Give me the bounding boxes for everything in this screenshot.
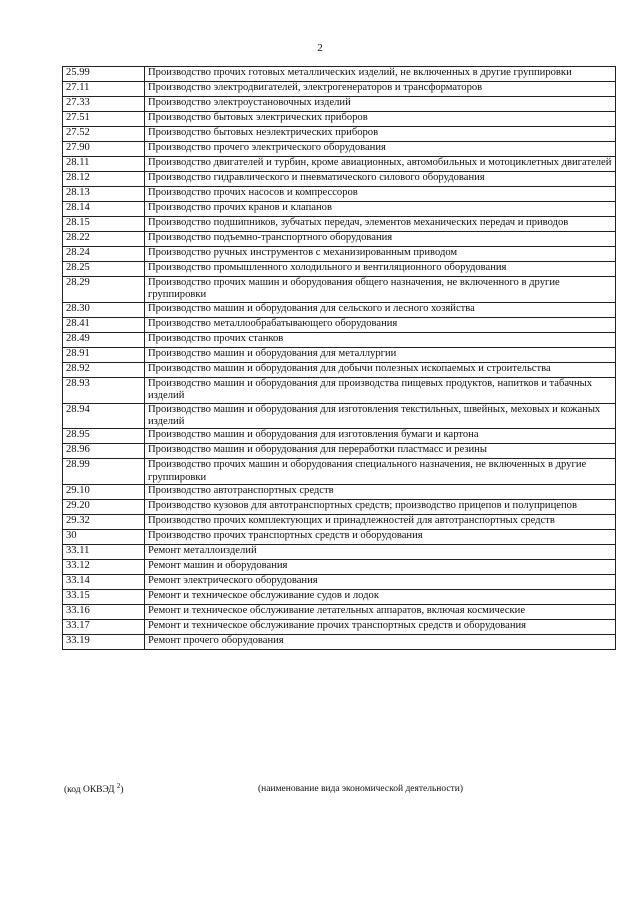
activity-name: Производство прочего электрического оборудования: [145, 142, 616, 157]
okved-code: 25.99: [63, 67, 145, 82]
okved-code: 28.24: [63, 247, 145, 262]
okved-code: 28.99: [63, 459, 145, 485]
okved-code: 28.11: [63, 157, 145, 172]
table-row: [63, 187, 616, 202]
okved-code: 33.17: [63, 620, 145, 635]
okved-code: 27.52: [63, 127, 145, 142]
activity-name: Производство металлообрабатывающего оборудования: [145, 317, 616, 332]
code-caption-end: ): [120, 785, 124, 796]
activity-name: Ремонт и техническое обслуживание прочих транспортных средств и оборудования: [145, 620, 616, 635]
okved-code: 33.16: [63, 605, 145, 620]
table-row: [63, 82, 616, 97]
table-row: [63, 127, 616, 142]
activity-name: Производство промышленного холодильного и вентиляционного оборудования: [145, 262, 616, 277]
table-row: [63, 605, 616, 620]
activity-name: Производство подшипников, зубчатых передач, элементов механических передач и приводов: [145, 217, 616, 232]
table-row: [63, 515, 616, 530]
okved-code: 33.19: [63, 635, 145, 650]
table-row: [63, 232, 616, 247]
activity-name: Производство прочих транспортных средств и оборудования: [145, 530, 616, 545]
okved-code: 28.41: [63, 317, 145, 332]
table-row: [63, 202, 616, 217]
table-row: [63, 530, 616, 545]
name-column-caption: (наименование вида экономической деятельности): [258, 784, 463, 794]
okved-code: 30: [63, 530, 145, 545]
code-caption-text: (код ОКВЭД: [64, 785, 115, 796]
table-row: [63, 545, 616, 560]
okved-table: [62, 66, 616, 650]
table-row: [63, 560, 616, 575]
okved-code: 28.94: [63, 403, 145, 429]
okved-code: 33.11: [63, 545, 145, 560]
table-row: [63, 157, 616, 172]
activity-name: Производство прочих машин и оборудования специального назначения, не включенных в другие группировки: [145, 459, 616, 485]
activity-name: Производство электроустановочных изделий: [145, 97, 616, 112]
okved-code: 28.30: [63, 302, 145, 317]
table-row: [63, 302, 616, 317]
activity-name: Производство машин и оборудования для производства пищевых продуктов, напитков и табачных изделий: [145, 377, 616, 403]
table-row: [63, 459, 616, 485]
table-row: [63, 500, 616, 515]
okved-code: 28.91: [63, 347, 145, 362]
table-row: [63, 277, 616, 303]
okved-code: 27.51: [63, 112, 145, 127]
activity-name: Производство машин и оборудования для переработки пластмасс и резины: [145, 444, 616, 459]
okved-code: 27.90: [63, 142, 145, 157]
okved-code: 28.22: [63, 232, 145, 247]
activity-name: Производство двигателей и турбин, кроме авиационных, автомобильных и мотоциклетных двигателей: [145, 157, 616, 172]
activity-name: Ремонт электрического оборудования: [145, 575, 616, 590]
table-row: [63, 485, 616, 500]
table-row: [63, 332, 616, 347]
okved-code: 33.14: [63, 575, 145, 590]
activity-name: Производство прочих комплектующих и принадлежностей для автотранспортных средств: [145, 515, 616, 530]
activity-name: Производство гидравлического и пневматического силового оборудования: [145, 172, 616, 187]
okved-code: 29.32: [63, 515, 145, 530]
okved-code: 28.93: [63, 377, 145, 403]
okved-code: 28.95: [63, 429, 145, 444]
activity-name: Производство машин и оборудования для металлургии: [145, 347, 616, 362]
table-row: [63, 590, 616, 605]
activity-name: Ремонт и техническое обслуживание судов и лодок: [145, 590, 616, 605]
okved-code: 33.15: [63, 590, 145, 605]
activity-name: Производство электродвигателей, электрогенераторов и трансформаторов: [145, 82, 616, 97]
footnote-mark: 2: [116, 782, 121, 790]
table-row: [63, 112, 616, 127]
okved-code: 28.12: [63, 172, 145, 187]
activity-name: Производство подъемно-транспортного оборудования: [145, 232, 616, 247]
activity-name: Производство прочих насосов и компрессоров: [145, 187, 616, 202]
table-row: [63, 575, 616, 590]
activity-name: Производство прочих станков: [145, 332, 616, 347]
okved-code: 28.49: [63, 332, 145, 347]
table-row: [63, 142, 616, 157]
table-row: [63, 635, 616, 650]
activity-name: Производство прочих кранов и клапанов: [145, 202, 616, 217]
okved-code: 28.13: [63, 187, 145, 202]
activity-name: Производство ручных инструментов с механизированным приводом: [145, 247, 616, 262]
code-column-caption: [64, 782, 124, 795]
table-row: [63, 172, 616, 187]
okved-code: 28.14: [63, 202, 145, 217]
activity-name: Ремонт машин и оборудования: [145, 560, 616, 575]
activity-name: Производство прочих машин и оборудования общего назначения, не включенного в другие группировки: [145, 277, 616, 303]
okved-code: 27.11: [63, 82, 145, 97]
activity-name: Производство автотранспортных средств: [145, 485, 616, 500]
okved-code: 28.96: [63, 444, 145, 459]
activity-name: Производство машин и оборудования для сельского и лесного хозяйства: [145, 302, 616, 317]
table-row: [63, 247, 616, 262]
page-number: 2: [317, 42, 323, 54]
table-row: [63, 217, 616, 232]
activity-name: Ремонт и техническое обслуживание летательных аппаратов, включая космические: [145, 605, 616, 620]
table-row: [63, 620, 616, 635]
table-row: [63, 444, 616, 459]
okved-code: 28.25: [63, 262, 145, 277]
table-row: [63, 429, 616, 444]
okved-code: 29.20: [63, 500, 145, 515]
activity-name: Производство кузовов для автотранспортных средств; производство прицепов и полуприцепов: [145, 500, 616, 515]
activity-name: Ремонт металлоизделий: [145, 545, 616, 560]
table-row: [63, 317, 616, 332]
table-row: [63, 97, 616, 112]
okved-code: 28.29: [63, 277, 145, 303]
table-row: [63, 377, 616, 403]
activity-name: Производство бытовых неэлектрических приборов: [145, 127, 616, 142]
okved-code: 27.33: [63, 97, 145, 112]
table-row: [63, 67, 616, 82]
okved-code: 28.15: [63, 217, 145, 232]
okved-table-body: [63, 67, 616, 650]
activity-name: Ремонт прочего оборудования: [145, 635, 616, 650]
activity-name: Производство машин и оборудования для изготовления текстильных, швейных, меховых и кожаных изделий: [145, 403, 616, 429]
table-row: [63, 362, 616, 377]
okved-code: 29.10: [63, 485, 145, 500]
activity-name: Производство прочих готовых металлических изделий, не включенных в другие группировки: [145, 67, 616, 82]
table-row: [63, 347, 616, 362]
table-row: [63, 262, 616, 277]
table-row: [63, 403, 616, 429]
activity-name: Производство бытовых электрических приборов: [145, 112, 616, 127]
activity-name: Производство машин и оборудования для изготовления бумаги и картона: [145, 429, 616, 444]
activity-name: Производство машин и оборудования для добычи полезных ископаемых и строительства: [145, 362, 616, 377]
okved-code: 33.12: [63, 560, 145, 575]
okved-code: 28.92: [63, 362, 145, 377]
